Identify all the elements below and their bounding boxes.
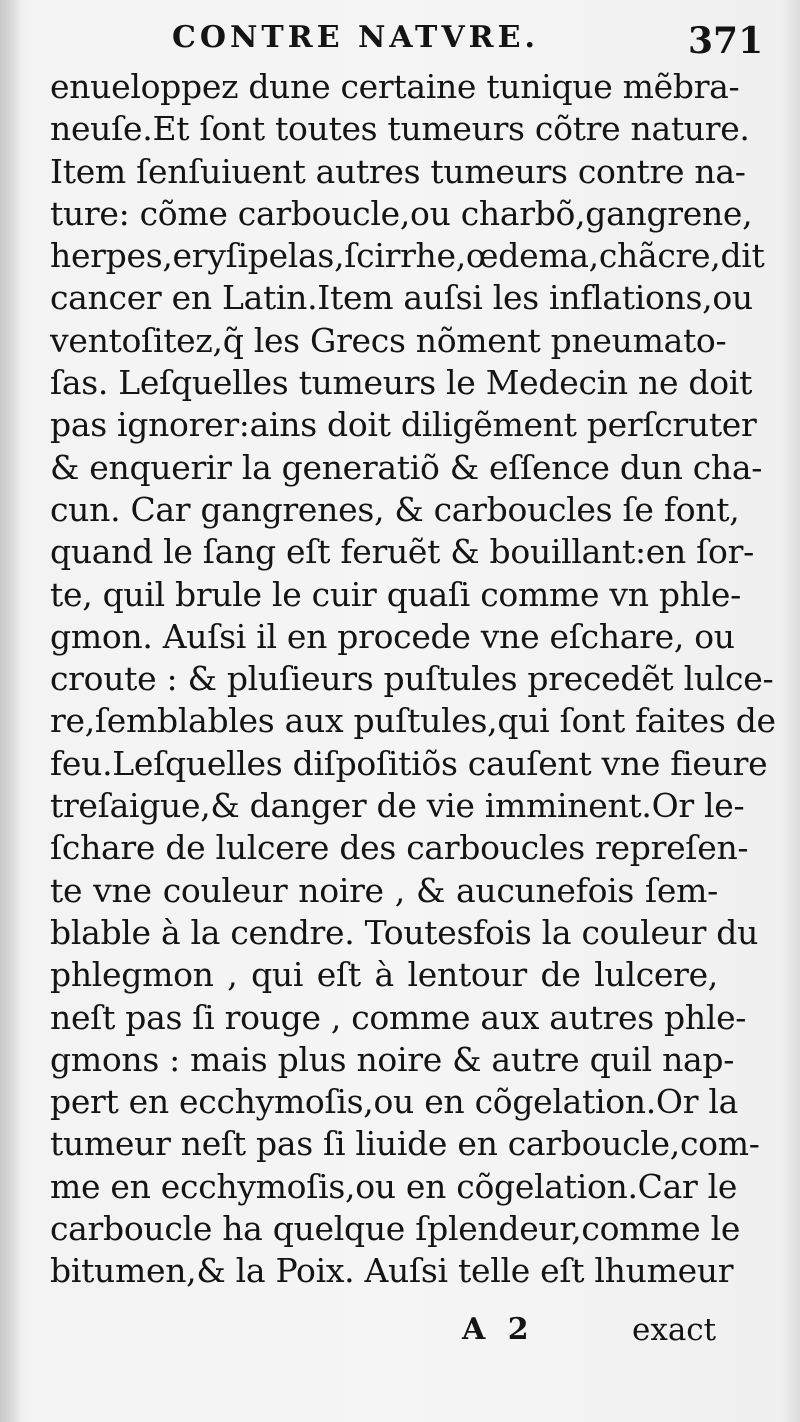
text-line: Item ſenſuiuent autres tumeurs contre na- <box>50 151 746 191</box>
gutter-shadow <box>0 0 22 1422</box>
text-line: te, quil brule le cuir quaſi comme vn phle- <box>50 574 741 614</box>
text-line: me en ecchymoſis,ou en cõgelation.Car le <box>50 1166 738 1206</box>
body-text <box>50 66 776 1293</box>
text-line: ture: cõme carboucle,ou charbõ,gangrene, <box>50 193 753 233</box>
text-line: te vne couleur noire , & aucunefois ſem- <box>50 870 718 910</box>
text-line: pas ignorer:ains doit diligẽment perſcruter <box>50 405 757 445</box>
text-line: pert en ecchymoſis,ou en cõgelation.Or la <box>50 1082 738 1122</box>
text-line: neuſe.Et ſont toutes tumeurs cõtre nature. <box>50 109 750 149</box>
text-line: bitumen,& la Poix. Auſsi telle eſt lhumeur <box>50 1251 734 1291</box>
text-line: blable à la cendre. Toutesfois la couleur du <box>50 912 759 952</box>
text-line: croute : & pluſieurs puſtules precedẽt lulce- <box>50 659 774 699</box>
text-line: ſchare de lulcere des carboucles repreſen- <box>50 828 749 868</box>
catchword: exact <box>632 1312 717 1348</box>
text-line: quand le ſang eſt feruẽt & bouillant:en ſor- <box>50 532 754 572</box>
text-line: treſaigue,& danger de vie imminent.Or le- <box>50 786 745 826</box>
text-line: cancer en Latin.Item auſsi les inflations,ou <box>50 278 753 318</box>
running-head: CONTRE NATVRE. <box>172 20 539 55</box>
page-number: 371 <box>688 20 764 62</box>
text-line: tumeur neſt pas ſi liuide en carboucle,com- <box>50 1124 760 1164</box>
text-line: enueloppez dune certaine tunique mẽbra- <box>50 67 740 106</box>
text-line: cun. Car gangrenes, & carboucles ſe font, <box>50 489 740 529</box>
text-line: neſt pas ſi rouge , comme aux autres phle- <box>50 997 747 1037</box>
text-line: feu.Leſquelles diſpoſitiõs cauſent vne fieure <box>50 743 768 783</box>
text-line: carboucle ha quelque ſplendeur,comme le <box>50 1209 741 1249</box>
text-line: gmons : mais plus noire & autre quil nap- <box>50 1039 735 1079</box>
text-line: ventoſitez,q̃ les Grecs nõment pneumato- <box>50 320 727 360</box>
text-line: herpes,eryſipelas,ſcirrhe,œdema,chãcre,dit <box>50 236 765 276</box>
text-line: ſas. Leſquelles tumeurs le Medecin ne doit <box>50 363 753 403</box>
signature-mark: A 2 <box>462 1312 535 1347</box>
text-line: re,ſemblables aux puſtules,qui ſont faites de <box>50 701 776 741</box>
text-line: gmon. Auſsi il en procede vne eſchare, ou <box>50 616 735 656</box>
text-line: phlegmon , qui eſt à lentour de lulcere, <box>50 955 718 995</box>
text-line: & enquerir la generatiõ & eſſence dun cha- <box>50 447 763 487</box>
